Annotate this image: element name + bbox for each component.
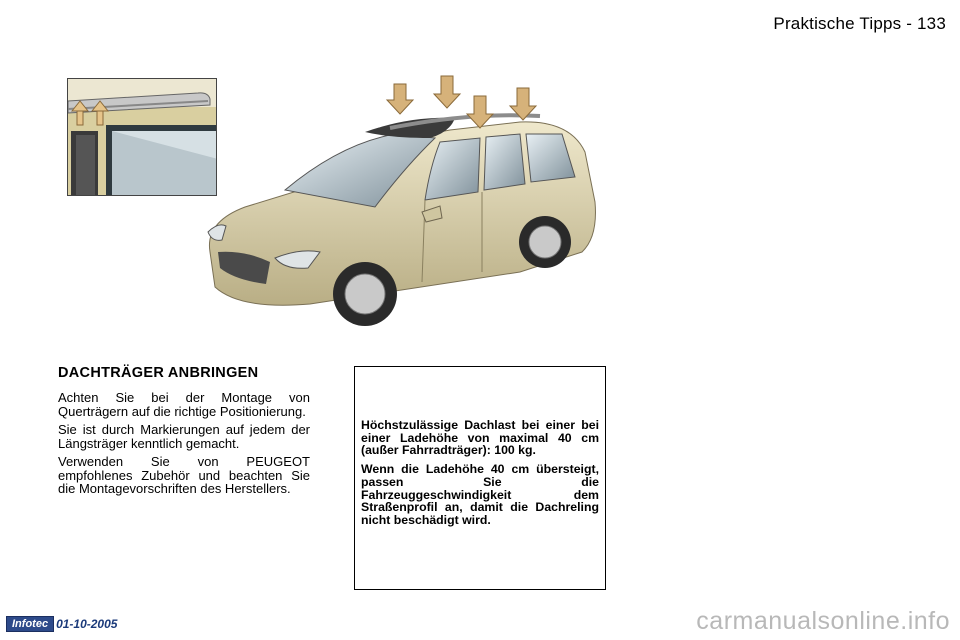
footer	[6, 616, 117, 632]
load-limit-note-box	[354, 366, 606, 590]
infotec-badge: Infotec	[6, 616, 54, 632]
watermark: carmanualsonline.info	[696, 607, 950, 635]
paragraph: Achten Sie bei der Montage von Querträgern auf die richtige Positionierung.	[58, 390, 310, 419]
car-roof-rack-illustration	[190, 72, 610, 342]
instruction-text	[58, 391, 310, 501]
page-header: Praktische Tipps - 133	[773, 14, 946, 33]
paragraph: Verwenden Sie von PEUGEOT empfohlenes Zubehör und beachten Sie die Montagevorschriften des Herstellers.	[58, 454, 310, 496]
footer-date: 01-10-2005	[56, 617, 118, 631]
section-title: DACHTRÄGER ANBRINGEN	[58, 365, 259, 381]
note-paragraph: Höchstzulässige Dachlast bei einer bei einer Ladehöhe von maximal 40 cm (außer Fahrradträger): 100 kg.	[361, 418, 599, 458]
paragraph: Sie ist durch Markierungen auf jedem der Längsträger kenntlich gemacht.	[58, 422, 310, 451]
note-paragraph: Wenn die Ladehöhe 40 cm übersteigt, passen Sie die Fahrzeuggeschwindigkeit dem Straßenprofil an, damit die Dachreling nicht beschädigt wird.	[361, 462, 599, 527]
